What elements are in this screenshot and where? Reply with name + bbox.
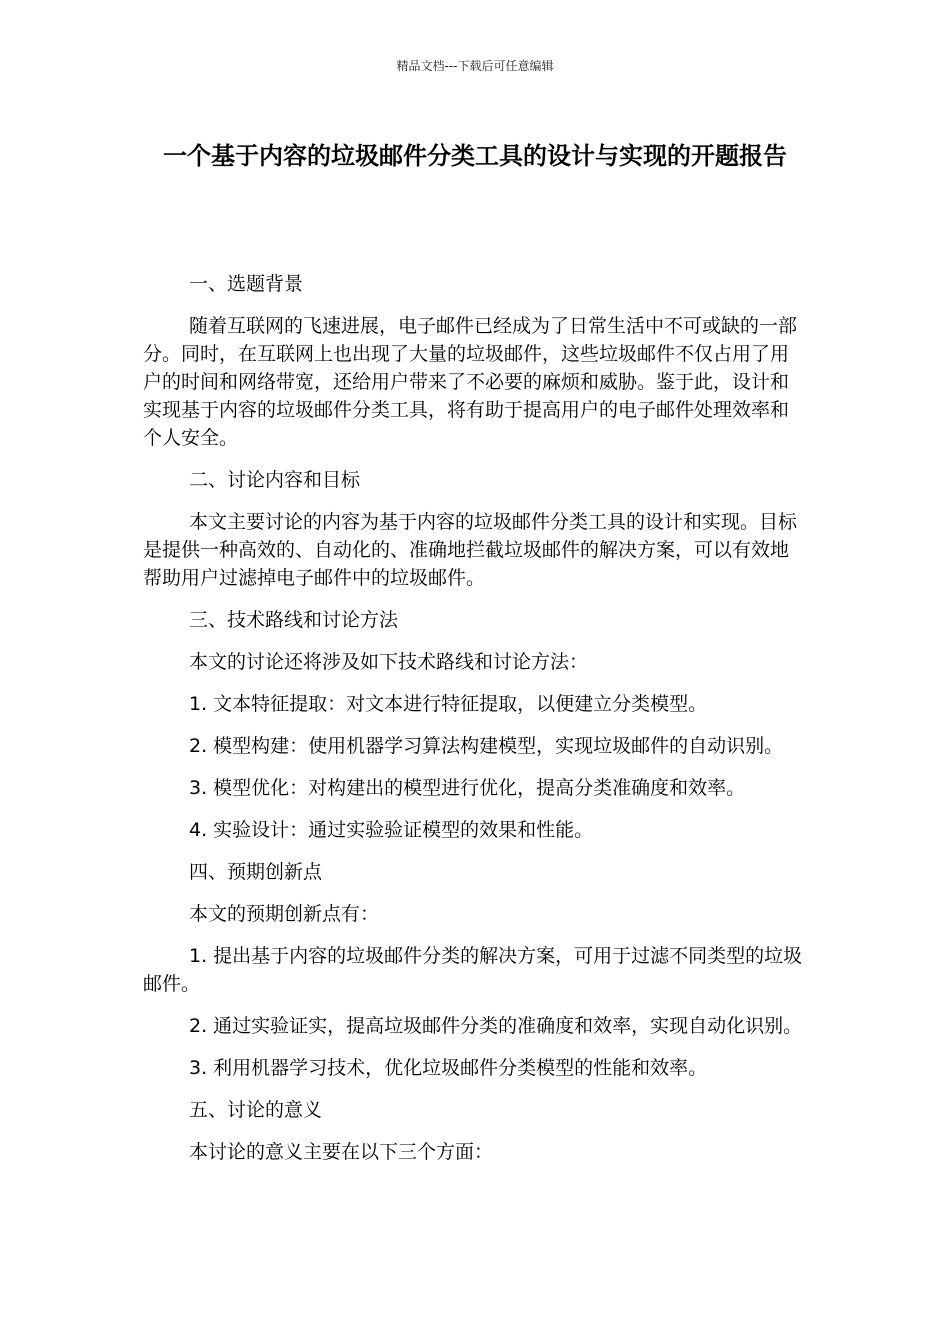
list-item-method-3: 3. 模型优化：对构建出的模型进行优化，提高分类准确度和效率。 [189,777,746,799]
list-item-innovation-1: 1. 提出基于内容的垃圾邮件分类的解决方案，可用于过滤不同类型的垃圾邮件。 [143,945,803,995]
section-heading-methods: 三、技术路线和讨论方法 [189,609,399,631]
list-item-method-4: 4. 实验设计：通过实验验证模型的效果和性能。 [189,819,594,841]
document-body [143,270,807,1166]
list-item-method-2: 2. 模型构建：使用机器学习算法构建模型，实现垃圾邮件的自动识别。 [189,735,784,757]
list-item-innovation-3: 3. 利用机器学习技术，优化垃圾邮件分类模型的性能和效率。 [189,1057,708,1079]
paragraph-methods-intro: 本文的讨论还将涉及如下技术路线和讨论方法： [189,651,589,673]
document-title: 一个基于内容的垃圾邮件分类工具的设计与实现的开题报告 [163,142,787,170]
header-note: 精品文档---下载后可任意编辑 [396,59,554,73]
paragraph-innovation-intro: 本文的预期创新点有： [189,903,380,925]
list-item-innovation-2: 2. 通过实验证实，提高垃圾邮件分类的准确度和效率，实现自动化识别。 [189,1015,803,1037]
paragraph-significance-intro: 本讨论的意义主要在以下三个方面： [189,1141,494,1163]
list-item-method-1: 1. 文本特征提取：对文本进行特征提取，以便建立分类模型。 [189,693,708,715]
paragraph-content-goals: 本文主要讨论的内容为基于内容的垃圾邮件分类工具的设计和实现。目标是提供一种高效的、自动化的、准确地拦截垃圾邮件的解决方案，可以有效地帮助用户过滤掉电子邮件中的垃圾邮件。 [143,511,798,589]
section-heading-content-goals: 二、讨论内容和目标 [189,469,361,491]
section-heading-significance: 五、讨论的意义 [189,1099,323,1121]
section-heading-innovation: 四、预期创新点 [189,861,323,883]
paragraph-background: 随着互联网的飞速进展，电子邮件已经成为了日常生活中不可或缺的一部分。同时，在互联网上也出现了大量的垃圾邮件，这些垃圾邮件不仅占用了用户的时间和网络带宽，还给用户带来了不必要的麻烦和威胁。鉴于此，设计和实现基于内容的垃圾邮件分类工具，将有助于提高用户的电子邮件处理效率和个人安全。 [143,315,798,449]
section-heading-background: 一、选题背景 [189,273,304,295]
